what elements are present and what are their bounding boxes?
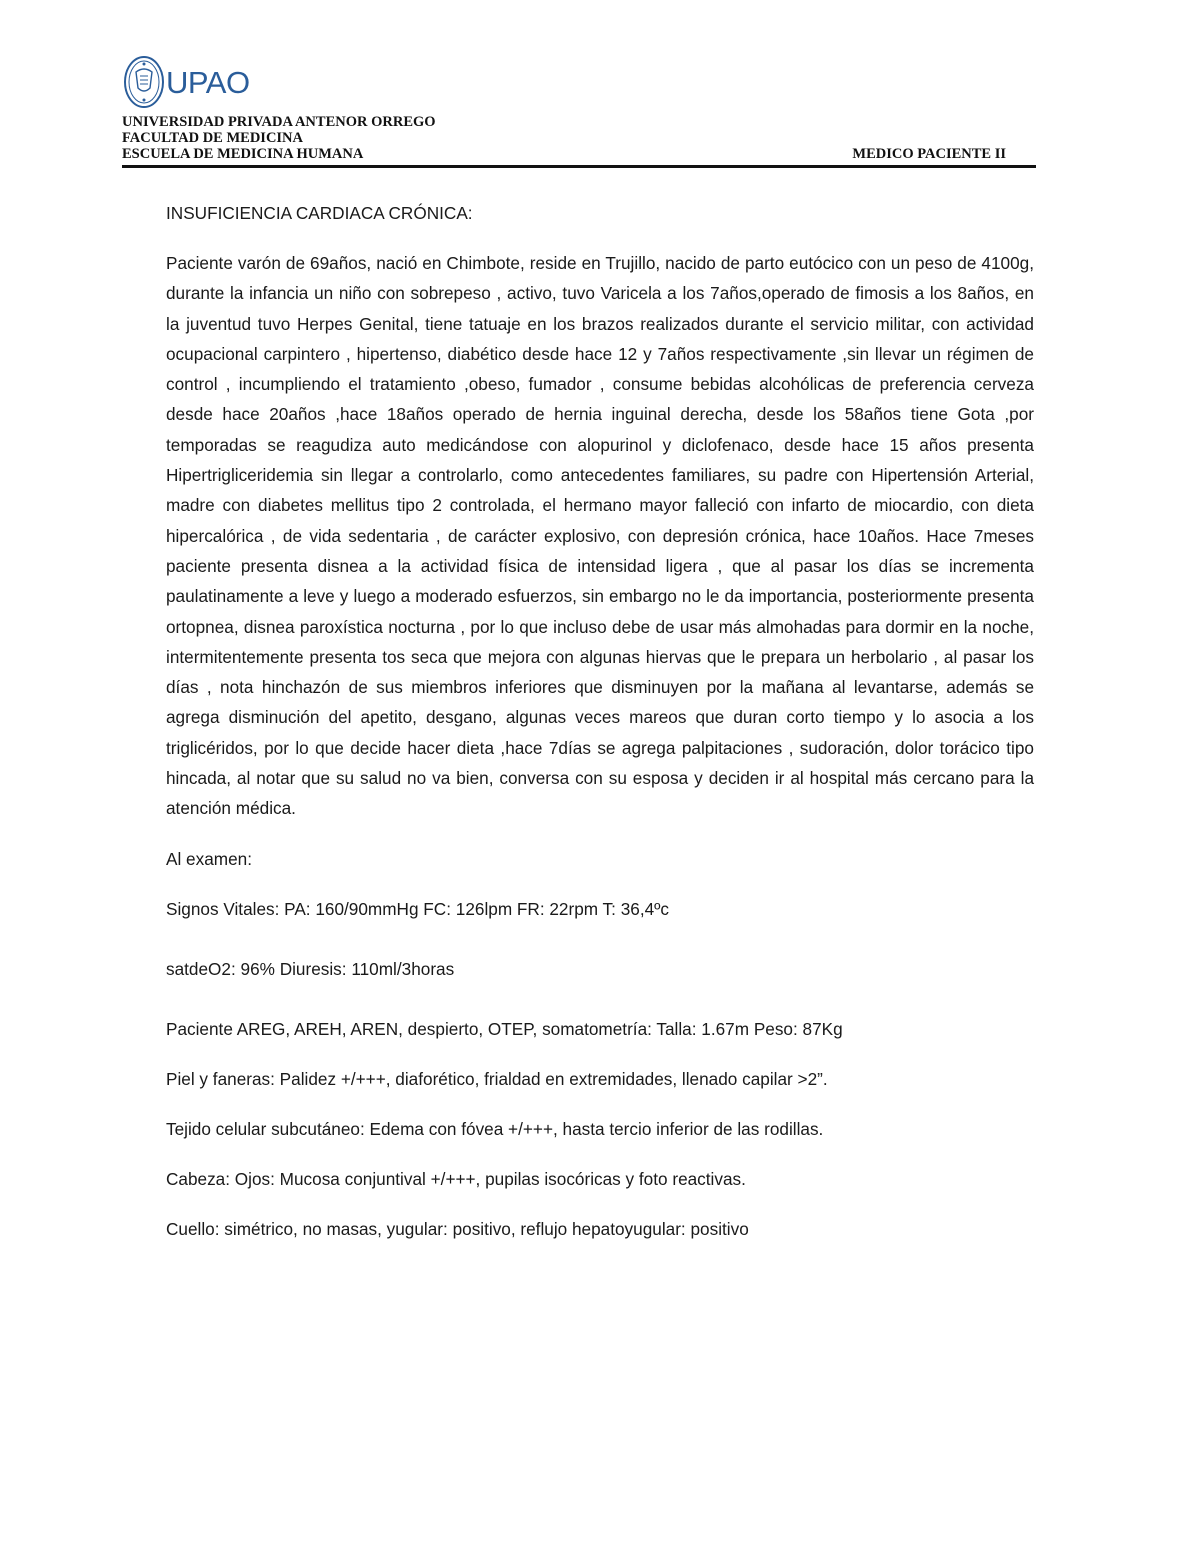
- oxygen-diuresis-line: satdeO2: 96% Diuresis: 110ml/3horas: [166, 958, 455, 979]
- subcutaneous-exam-line: Tejido celular subcutáneo: Edema con fóvea +/+++, hasta tercio inferior de las rodillas.: [166, 1118, 824, 1139]
- school-course-row: [122, 146, 1036, 162]
- document-header: [122, 50, 1036, 162]
- vital-signs-line: Signos Vitales: PA: 160/90mmHg FC: 126lpm FR: 22rpm T: 36,4ºc: [166, 898, 670, 919]
- upao-logo: [122, 50, 1036, 114]
- general-exam-line: Paciente AREG, AREH, AREN, despierto, OTEP, somatometría: Talla: 1.67m Peso: 87Kg: [166, 1018, 843, 1039]
- logo-wordmark: UPAO: [166, 64, 250, 100]
- clinical-history-paragraph: Paciente varón de 69años, nació en Chimbote, reside en Trujillo, nacido de parto eutócico con un peso de 4100g, durante la infancia un niño con sobrepeso , activo, tuvo Varicela a los 7años,operado de fimosis a los 8años, en la juventud tuvo Herpes Genital, tiene tatuaje en los brazos realizados durante el servicio militar, con actividad ocupacional carpintero , hipertenso, diabético desde hace 12 y 7años respectivamente ,sin llevar un régimen de control , incumpliendo el tratamiento ,obeso, fumador , consume bebidas alcohólicas de preferencia cerveza desde hace 20años ,hace 18años operado de hernia inguinal derecha, desde los 58años tiene Gota ,por temporadas se reagudiza auto medicándose con alopurinol y diclofenaco, desde hace 15 años presenta Hipertrigliceridemia sin llegar a controlarlo, como antecedentes familiares, su padre con Hipertensión Arterial, madre con diabetes mellitus tipo 2 controlada, el hermano mayor falleció con infarto de miocardio, con dieta hipercalórica , de vida sedentaria , de carácter explosivo, con depresión crónica, hace 10años. Hace 7meses paciente presenta disnea a la actividad física de intensidad ligera , que al pasar los días se incrementa paulatinamente a leve y luego a moderado esfuerzos, sin embargo no le da importancia, posteriormente presenta ortopnea, disnea paroxística nocturna , por lo que incluso debe de usar más almohadas para dormir en la noche, intermitentemente presenta tos seca que mejora con algunas hiervas que le prepara un herbolario , al pasar los días , nota hinchazón de sus miembros inferiores que disminuyen por la mañana al levantarse, además se agrega disminución del apetito, desgano, algunas veces mareos que duran corto tiempo y lo asocia a los triglicéridos, por lo que decide hacer dieta ,hace 7días se agrega palpitaciones , sudoración, dolor torácico tipo hincada, al notar que su salud no va bien, conversa con su esposa y deciden ir al hospital más cercano para la atención médica.: [166, 253, 1034, 819]
- faculty-name: FACULTAD DE MEDICINA: [122, 130, 303, 146]
- header-divider: [122, 165, 1036, 168]
- university-seal-icon: [122, 54, 166, 110]
- document-body: [166, 200, 1034, 1266]
- course-name: MEDICO PACIENTE II: [852, 146, 1006, 162]
- neck-exam-line: Cuello: simétrico, no masas, yugular: positivo, reflujo hepatoyugular: positivo: [166, 1218, 749, 1239]
- institution-block: [122, 114, 1036, 162]
- exam-label: Al examen:: [166, 848, 252, 869]
- skin-exam-line: Piel y faneras: Palidez +/+++, diaforético, frialdad en extremidades, llenado capilar >2”.: [166, 1068, 828, 1089]
- university-name: UNIVERSIDAD PRIVADA ANTENOR ORREGO: [122, 114, 436, 130]
- school-name: ESCUELA DE MEDICINA HUMANA: [122, 146, 364, 162]
- document-title: INSUFICIENCIA CARDIACA CRÓNICA:: [166, 203, 473, 223]
- head-exam-line: Cabeza: Ojos: Mucosa conjuntival +/+++, pupilas isocóricas y foto reactivas.: [166, 1168, 746, 1189]
